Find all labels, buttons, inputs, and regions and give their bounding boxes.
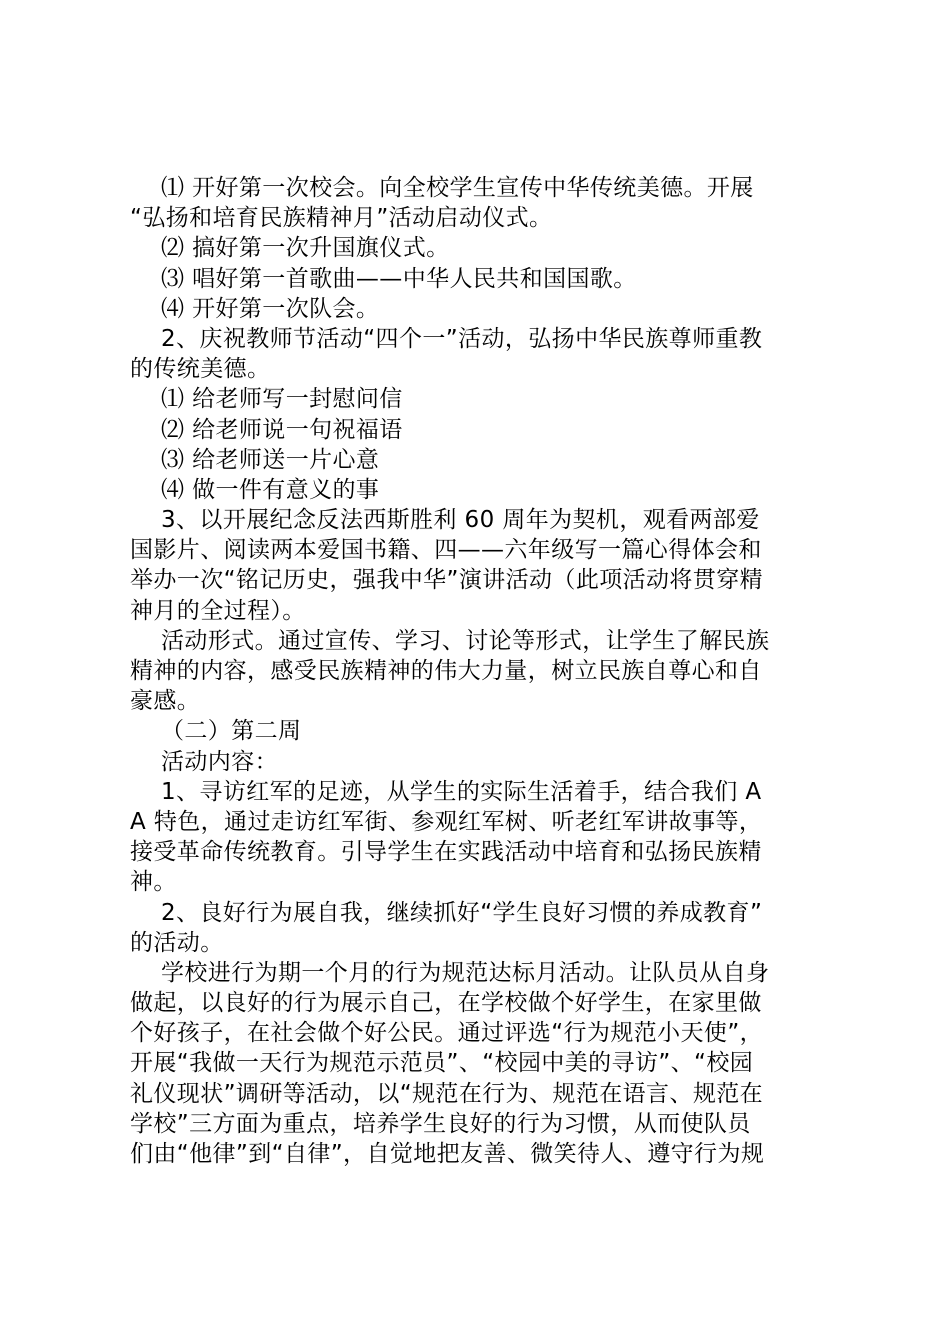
- text-line: 国影片、阅读两本爱国书籍、四——六年级写一篇心得体会和: [130, 537, 762, 564]
- text-line: 学校”三方面为重点，培养学生良好的行为习惯，从而使队员: [130, 1110, 751, 1137]
- text-line: ⑴ 开好第一次校会。向全校学生宣传中华传统美德。开展: [161, 175, 754, 201]
- text-line: 们由“他律”到“自律”，自觉地把友善、微笑待人、遵守行为规: [130, 1141, 765, 1167]
- text-line: A 特色，通过走访红军街、参观红军树、听老红军讲故事等，: [130, 808, 763, 835]
- text-line: 精神的内容，感受民族精神的伟大力量，树立民族自尊心和自: [130, 658, 762, 684]
- text-line: ⑶ 唱好第一首歌曲——中华人民共和国国歌。: [161, 265, 637, 292]
- text-line: 神。: [130, 869, 177, 896]
- text-line: 学校进行为期一个月的行为规范达标月活动。让队员从自身: [161, 959, 770, 986]
- text-line: 个好孩子，在社会做个好公民。通过评选“行为规范小天使”，: [130, 1020, 764, 1047]
- document-body: [130, 173, 830, 1169]
- text-line: 豪感。: [130, 688, 201, 715]
- text-line: ⑵ 搞好第一次升国旗仪式。: [161, 235, 450, 262]
- text-line: 接受革命传统教育。引导学生在实践活动中培育和弘扬民族精: [130, 839, 762, 866]
- text-line: 开展“我做一天行为规范示范员”、“校园中美的寻访”、“校园: [130, 1050, 754, 1077]
- text-line: 的活动。: [130, 929, 224, 956]
- text-line: ⑷ 做一件有意义的事: [161, 476, 380, 503]
- text-line: ⑶ 给老师送一片心意: [161, 446, 380, 473]
- text-line: ⑷ 开好第一次队会。: [161, 295, 380, 322]
- text-line: 的传统美德。: [130, 356, 271, 383]
- text-line: 礼仪现状”调研等活动，以“规范在行为、规范在语言、规范在: [130, 1080, 764, 1107]
- text-line: 神月的全过程）。: [130, 597, 306, 624]
- text-line: （二）第二周: [161, 718, 302, 745]
- text-line: 活动形式。通过宣传、学习、讨论等形式，让学生了解民族: [161, 627, 770, 654]
- text-line: ⑴ 给老师写一封慰问信: [161, 386, 403, 413]
- text-line: 举办一次“铭记历史，强我中华”演讲活动（此项活动将贯穿精: [130, 567, 764, 594]
- text-line: 做起，以良好的行为展示自己，在学校做个好学生，在家里做: [130, 990, 762, 1017]
- text-line: 1、寻访红军的足迹，从学生的实际生活着手，结合我们 A: [161, 778, 762, 805]
- text-line: 2、庆祝教师节活动“四个一”活动，弘扬中华民族尊师重教: [161, 325, 763, 352]
- text-line: 2、良好行为展自我，继续抓好“学生良好习惯的养成教育”: [161, 899, 763, 926]
- text-line: 活动内容：: [161, 748, 278, 775]
- text-line: “弘扬和培育民族精神月”活动启动仪式。: [130, 205, 553, 232]
- text-line: 3、以开展纪念反法西斯胜利 60 周年为契机，观看两部爱: [161, 507, 760, 534]
- text-line: ⑵ 给老师说一句祝福语: [161, 416, 403, 443]
